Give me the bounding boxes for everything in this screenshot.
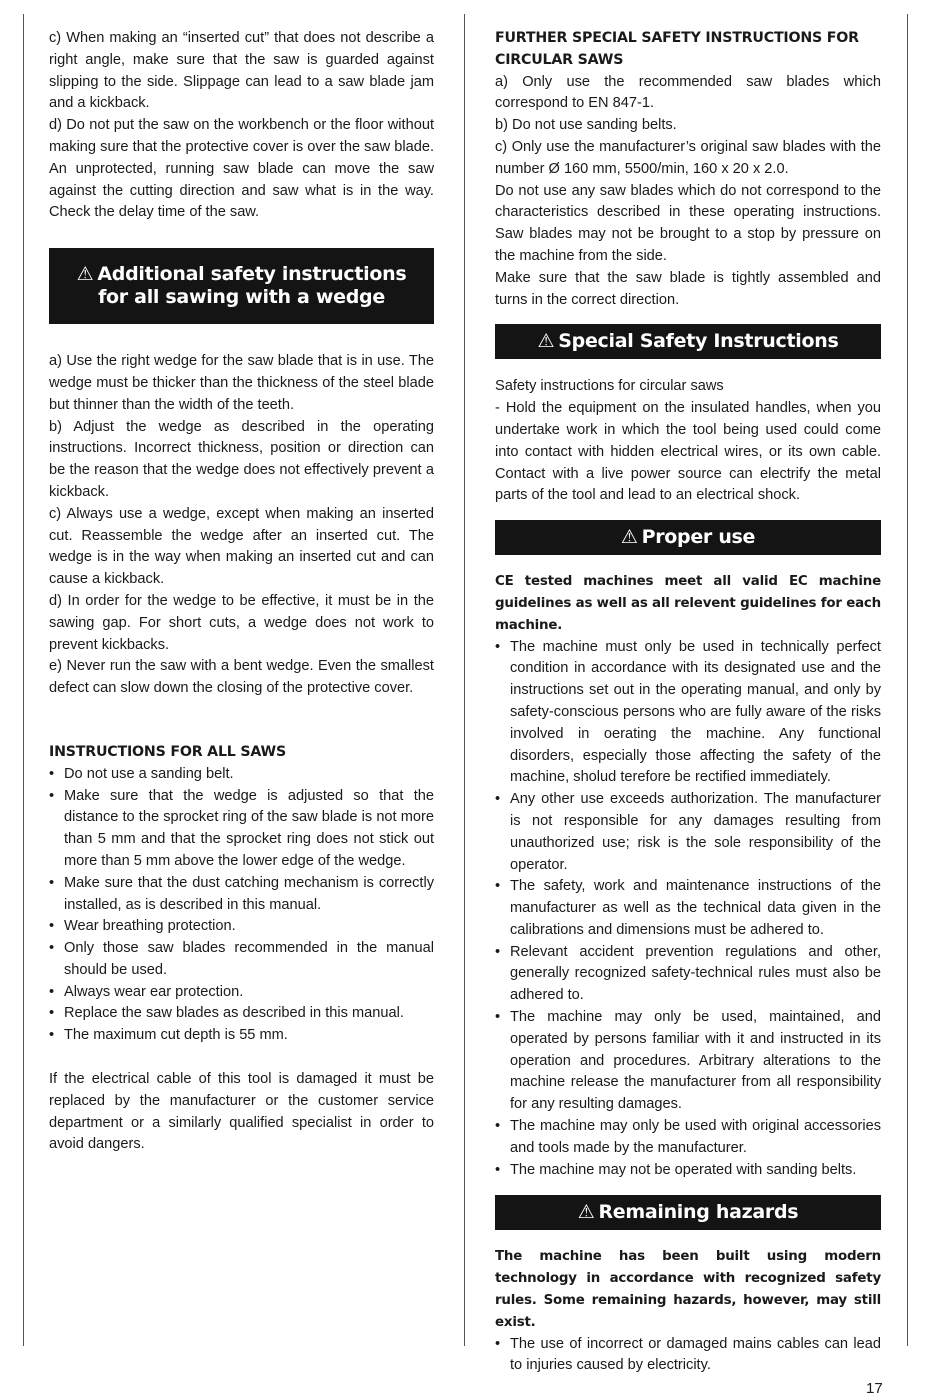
circular-paragraph: c) Only use the manufacturer’s original saw blades with the number Ø 160 mm, 5500/min, 160 x 20 x 2.0. — [495, 138, 881, 177]
left-margin-rule — [23, 14, 24, 1346]
list-item: • Wear breathing protection. — [49, 916, 434, 938]
warning-triangle-icon: ⚠ — [537, 330, 555, 353]
list-item: • Replace the saw blades as described in this manual. — [49, 1003, 434, 1025]
circular-saws-heading: FURTHER SPECIAL SAFETY INSTRUCTIONS FOR CIRCULAR SAWS — [495, 30, 859, 68]
list-item: • Make sure that the dust catching mechanism is correctly installed, as is described in this manual. — [49, 873, 434, 917]
wedge-paragraph: e) Never run the saw with a bent wedge. Even the smallest defect can slow down the closing of the protective cover. — [49, 658, 434, 697]
special-safety-banner — [495, 324, 881, 359]
special-paragraph: - Hold the equipment on the insulated handles, when you undertake work in which the tool being used could come into contact with hidden electrical wires, or its own cable. Contact with a live power source can electrify the metal parts of the tool and lead to an electrical shock. — [495, 400, 881, 504]
list-item: • The machine may not be operated with sanding belts. — [495, 1160, 881, 1182]
special-paragraph: Safety instructions for circular saws — [495, 378, 724, 395]
column-divider-rule — [464, 14, 465, 1346]
hazards-list — [495, 1334, 881, 1378]
circular-paragraph: Do not use any saw blades which do not correspond to the characteristics described in these operating instructions. Saw blades may not be brought to a stop by pressure on the machine from the side. — [495, 182, 881, 264]
warning-triangle-icon: ⚠ — [76, 263, 94, 286]
list-item: • Do not use a sanding belt. — [49, 764, 434, 786]
wedge-instructions — [49, 351, 434, 700]
list-item: • Relevant accident prevention regulations and other, generally recognized safety-technical rules must also be adhered to. — [495, 942, 881, 1007]
proper-use-title: Proper use — [641, 526, 756, 549]
wedge-paragraph: c) Always use a wedge, except when making an inserted cut. Reassemble the wedge after an inserted cut. The wedge is in the way when making an inserted cut and can cause a kickback. — [49, 505, 434, 588]
circular-paragraph: b) Do not use sanding belts. — [495, 117, 677, 134]
list-item: • Only those saw blades recommended in the manual should be used. — [49, 938, 434, 982]
list-item: • The maximum cut depth is 55 mm. — [49, 1025, 434, 1047]
list-item: • Make sure that the wedge is adjusted so that the distance to the sprocket ring of the saw blade is not more than 5 mm and that the sprocket ring does not stick out more than 5 mm above the lower edge of the wedge. — [49, 786, 434, 873]
special-banner-title: Special Safety Instructions — [558, 330, 839, 353]
warning-triangle-icon: ⚠ — [620, 526, 638, 549]
page-number: 17 — [866, 1380, 883, 1397]
proper-use-list — [495, 637, 881, 1182]
list-item: • The machine may only be used with original accessories and tools made by the manufacturer. — [495, 1116, 881, 1160]
remaining-hazards-banner — [495, 1195, 881, 1230]
all-saws-list — [49, 764, 434, 1047]
wedge-paragraph: b) Adjust the wedge as described in the operating instructions. Incorrect thickness, position or direction can be the reason that the wedge does not effectively prevent a kickback. — [49, 418, 434, 500]
proper-use-intro: CE tested machines meet all valid EC machine guidelines as well as all relevent guidelines for each machine. — [495, 574, 881, 633]
list-item: • The machine must only be used in technically perfect condition in accordance with its designated use and the instructions set out in the operating manual, and only by safety-conscious persons who are fully aware of the risks involved in oerating the machine. Any functional disorders, especially those affecting the safety of the machine, sholud terefore be rectified immediately. — [495, 637, 881, 790]
list-item: • Any other use exceeds authorization. The manufacturer is not responsible for any damages resulting from unauthorized use; risk is the sole responsibility of the operator. — [495, 789, 881, 876]
hazards-intro: The machine has been built using modern technology in accordance with recognized safety rules. Some remaining hazards, however, may still exist. — [495, 1249, 881, 1330]
left-column — [49, 28, 434, 1156]
list-item: • Always wear ear protection. — [49, 982, 434, 1004]
paragraph-inserted-cut: c) When making an “inserted cut” that does not describe a right angle, make sure that the saw is guarded against slipping to the side. Slippage can lead to a saw blade jam and a kickback. — [49, 30, 434, 112]
right-margin-rule — [907, 14, 908, 1346]
all-saws-heading: INSTRUCTIONS FOR ALL SAWS — [49, 743, 286, 760]
proper-use-banner — [495, 520, 881, 555]
paragraph-workbench: d) Do not put the saw on the workbench or the floor without making sure that the protective cover is over the saw blade. An unprotected, running saw blade can move the saw against the cutting direction and saw what is in the way. Check the delay time of the saw. — [49, 117, 434, 221]
wedge-banner-title: Additional safety instructions for all sawing with a wedge — [97, 263, 407, 309]
list-item: • The safety, work and maintenance instructions of the manufacturer as well as the technical data given in the calibrations and dimensions must be adhered to. — [495, 876, 881, 941]
list-item: • The machine may only be used, maintained, and operated by persons familiar with it and instructed in its operation and procedures. Arbitrary alterations to the machine release the manufacturer from all responsibility for any resulting damages. — [495, 1007, 881, 1116]
cable-paragraph: If the electrical cable of this tool is damaged it must be replaced by the manufacturer or the customer service department or a similarly qualified specialist in order to avoid dangers. — [49, 1071, 434, 1153]
right-column — [495, 28, 881, 1377]
remaining-hazards-title: Remaining hazards — [598, 1201, 799, 1224]
circular-paragraph: Make sure that the saw blade is tightly assembled and turns in the correct direction. — [495, 269, 881, 308]
circular-paragraph: a) Only use the recommended saw blades which correspond to EN 847-1. — [495, 73, 881, 112]
wedge-safety-banner — [49, 248, 434, 324]
list-item: • The use of incorrect or damaged mains cables can lead to injuries caused by electricity. — [495, 1334, 881, 1378]
wedge-paragraph: d) In order for the wedge to be effective, it must be in the sawing gap. For short cuts, a wedge does not work to prevent kickbacks. — [49, 592, 434, 653]
special-instructions — [495, 376, 881, 507]
wedge-paragraph: a) Use the right wedge for the saw blade that is in use. The wedge must be thicker than the thickness of the steel blade but thinner than the width of the teeth. — [49, 353, 434, 413]
warning-triangle-icon: ⚠ — [577, 1201, 595, 1224]
